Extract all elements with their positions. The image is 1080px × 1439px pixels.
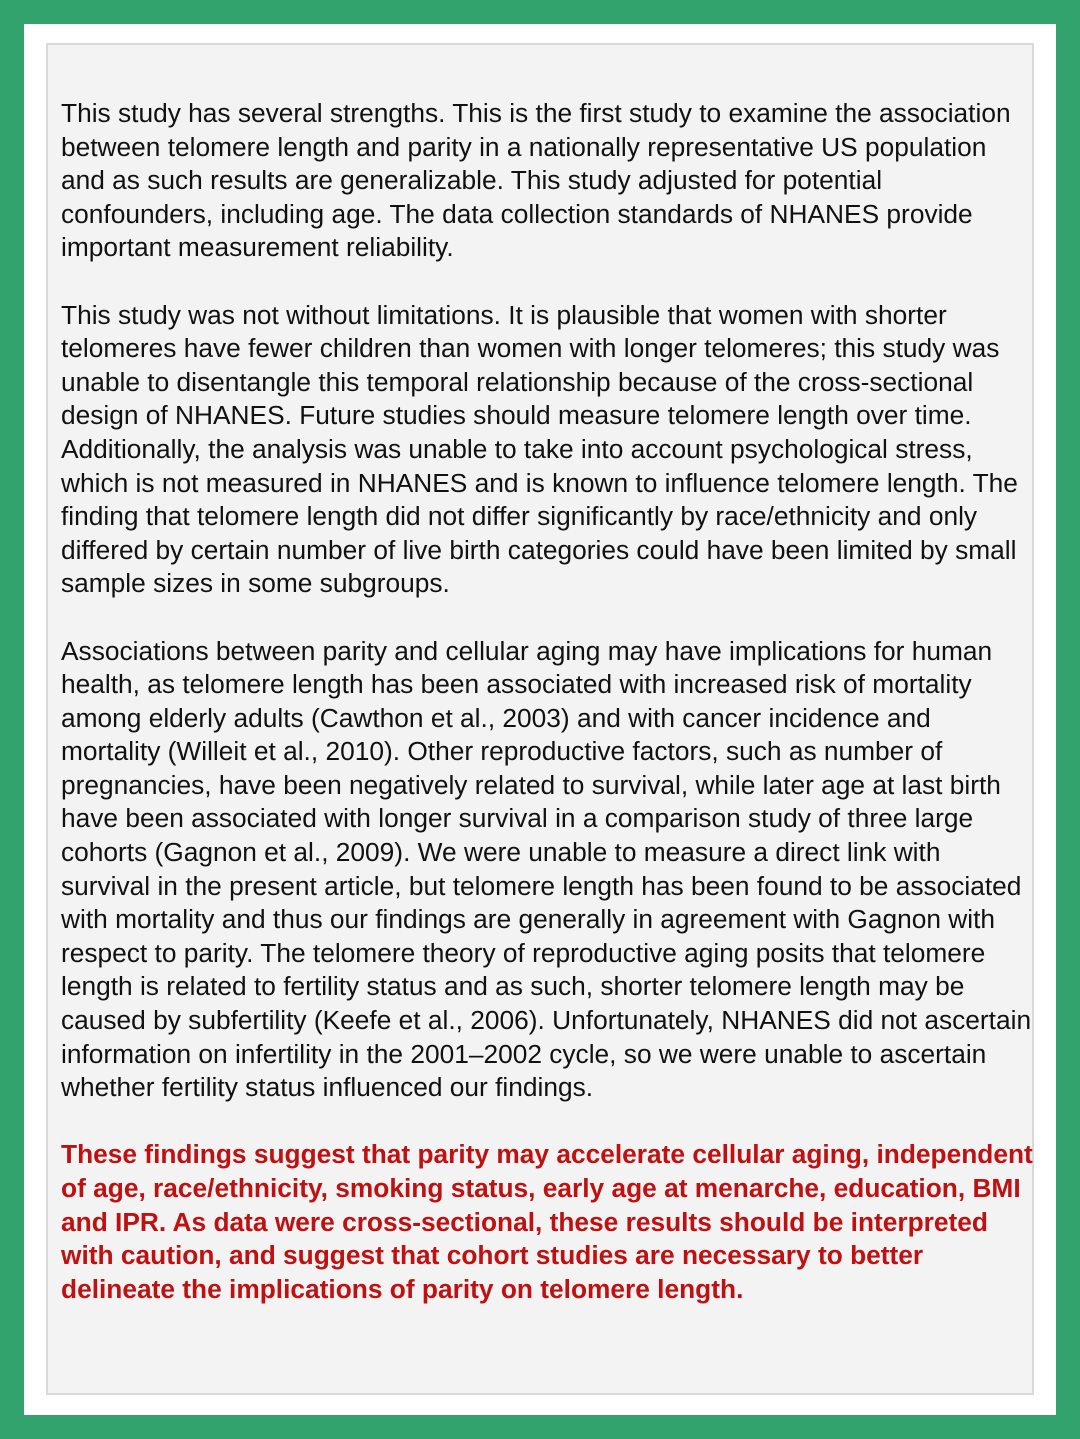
paragraph-strengths: This study has several strengths. This is the first study to examine the association between telomere length and parity in a nationally representative US population and as such results are generalizable. This study adjusted for potential confounders, including age. The data collection standards of NHANES provide important measurement reliability.: [61, 98, 1011, 263]
paragraph-limitations: This study was not without limitations. It is plausible that women with shorter telomeres have fewer children than women with longer telomeres; this study was unable to disentangle this temporal relationship because of the cross-sectional design of NHANES. Future studies should measure telomere length over time. Additionally, the analysis was unable to take into account psychological stress, which is not measured in NHANES and is known to influence telomere length. The finding that telomere length did not differ significantly by race/ethnicity and only differed by certain number of live birth categories could have been limited by small sample sizes in some subgroups.: [61, 299, 1018, 599]
paragraph-conclusion: These findings suggest that parity may accelerate cellular aging, independent of age, race/ethnicity, smoking status, early age at menarche, education, BMI and IPR. As data were cross-sectional, these results should be interpreted with caution, and suggest that cohort studies are necessary to better delineate the implications of parity on telomere length.: [61, 1139, 1033, 1304]
text-panel: [46, 43, 1034, 1395]
outer-frame: [24, 24, 1056, 1415]
document-body: [61, 97, 1036, 1306]
paragraph-implications: Associations between parity and cellular aging may have implications for human health, as telomere length has been associated with increased risk of mortality among elderly adults (Cawthon et al., 2003) and with cancer incidence and mortality (Willeit et al., 2010). Other reproductive factors, such as number of pregnancies, have been negatively related to survival, while later age at last birth have been associated with longer survival in a comparison study of three large cohorts (Gagnon et al., 2009). We were unable to measure a direct link with survival in the present article, but telomere length has been found to be associated with mortality and thus our findings are generally in agreement with Gagnon with respect to parity. The telomere theory of reproductive aging posits that telomere length is related to fertility status and as such, shorter telomere length may be caused by subfertility (Keefe et al., 2006). Unfortunately, NHANES did not ascertain information on infertility in the 2001–2002 cycle, so we were unable to ascertain whether fertility status influenced our findings.: [61, 635, 1032, 1103]
